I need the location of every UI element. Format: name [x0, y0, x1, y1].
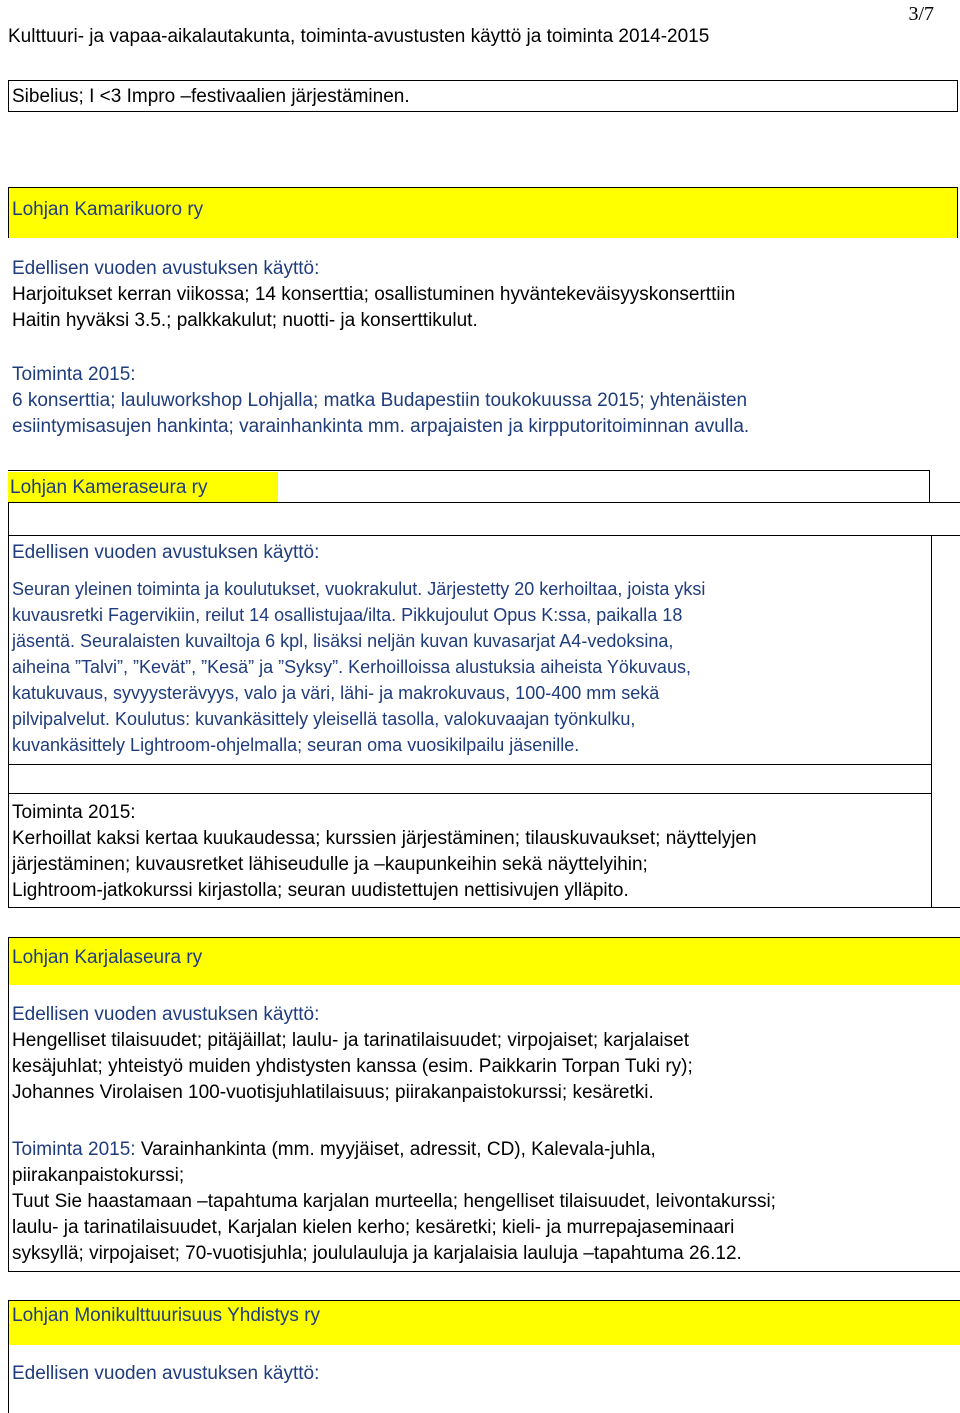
paragraph-line: Varainhankinta (mm. myyjäiset, adressit, CD), Kalevala-juhla,: [135, 1139, 656, 1160]
prev-year-label: Edellisen vuoden avustuksen käyttö:: [12, 1363, 320, 1384]
paragraph-line: Lightroom-jatkokurssi kirjastolla; seuran uudistettujen nettisivujen ylläpito.: [12, 880, 629, 901]
prev-year-label: Edellisen vuoden avustuksen käyttö:: [12, 258, 320, 279]
paragraph-line: Hengelliset tilaisuudet; pitäjäillat; laulu- ja tarinatilaisuudet; virpojaiset; karjalaiset: [12, 1030, 689, 1051]
paragraph-line: syksyllä; virpojaiset; 70-vuotisjuhla; joululauluja ja karjalaisia lauluja –tapahtuma 26.12.: [12, 1243, 742, 1264]
prev-year-label: Edellisen vuoden avustuksen käyttö:: [12, 542, 320, 563]
divider: [932, 907, 960, 908]
page-number: 3/7: [908, 3, 934, 25]
org-name-kameraseura: Lohjan Kameraseura ry: [10, 477, 208, 498]
paragraph-line: järjestäminen; kuvausretket lähiseudulle ja –kaupunkeihin sekä näyttelyihin;: [12, 854, 648, 875]
divider: [8, 470, 930, 471]
activity-label: Toiminta 2015: [12, 802, 131, 823]
paragraph-line: Seuran yleinen toiminta ja koulutukset, vuokrakulut. Järjestetty 20 kerhoiltaa, joista yksi: [12, 579, 706, 599]
blank-row: [8, 502, 960, 536]
divider: [957, 80, 958, 112]
paragraph-line: pilvipalvelut. Koulutus: kuvankäsittely yleisellä tasolla, valokuvaajan työnkulku,: [12, 709, 636, 729]
paragraph-line: kuvausretki Fagervikiin, reilut 14 osallistujaa/ilta. Pikkujoulut Opus K:ssa, paikalla 18: [12, 605, 683, 625]
activity-label: Toiminta 2015:: [12, 1139, 136, 1160]
paragraph-line: Kerhoillat kaksi kertaa kuukaudessa; kurssien järjestäminen; tilauskuvaukset; näyttelyjen: [12, 828, 757, 849]
org-name-karjalaseura: Lohjan Karjalaseura ry: [12, 947, 203, 968]
paragraph-line: kuvankäsittely Lightroom-ohjelmalla; seuran oma vuosikilpailu jäsenille.: [12, 735, 580, 755]
org-name-monikulttuurisuus: Lohjan Monikulttuurisuus Yhdistys ry: [12, 1305, 321, 1326]
paragraph-line: 6 konserttia; lauluworkshop Lohjalla; matka Budapestiin toukokuussa 2015; yhtenäisten: [12, 390, 748, 411]
activity-label: Toiminta 2015:: [12, 364, 136, 385]
continuation-text: Sibelius; I <3 Impro –festivaalien järjestäminen.: [12, 86, 410, 107]
blank-row: [8, 764, 932, 794]
paragraph-line: Haitin hyväksi 3.5.; palkkakulut; nuotti- ja konserttikulut.: [12, 310, 478, 331]
paragraph-line: piirakanpaistokurssi;: [12, 1165, 185, 1186]
paragraph-line: Johannes Virolaisen 100-vuotisjuhlatilaisuus; piirakanpaistokurssi; kesäretki.: [12, 1082, 654, 1103]
paragraph-line: katukuvaus, syvyysterävyys, valo ja väri, lähi- ja makrokuvaus, 100-400 mm sekä: [12, 683, 660, 703]
paragraph-line: Tuut Sie haastamaan –tapahtuma karjalan murteella; hengelliset tilaisuudet, leivontakurssi;: [12, 1191, 776, 1212]
activity-label-colon: :: [130, 802, 136, 823]
paragraph-line: aiheina ”Talvi”, ”Kevät”, ”Kesä” ja ”Syksy”. Kerhoilloissa alustuksia aiheista Yökuvaus,: [12, 657, 691, 677]
document-header: Kulttuuri- ja vapaa-aikalautakunta, toiminta-avustusten käyttö ja toiminta 2014-2015: [8, 26, 710, 47]
paragraph-line: Harjoitukset kerran viikossa; 14 konserttia; osallistuminen hyväntekeväisyyskonserttiin: [12, 284, 736, 305]
divider: [929, 470, 930, 502]
divider: [8, 80, 958, 81]
paragraph-line: laulu- ja tarinatilaisuudet, Karjalan kielen kerho; kesäretki; kieli- ja murrepajaseminaari: [12, 1217, 735, 1238]
divider: [8, 111, 958, 112]
prev-year-label: Edellisen vuoden avustuksen käyttö:: [12, 1004, 320, 1025]
paragraph-line: jäsentä. Seuralaisten kuvailtoja 6 kpl, lisäksi neljän kuvan kuvasarjat A4-vedoksina,: [12, 631, 674, 651]
paragraph-line: kesäjuhlat; yhteistyö muiden yhdistysten kanssa (esim. Paikkarin Torpan Tuki ry);: [12, 1056, 693, 1077]
org-name-kamarikuoro: Lohjan Kamarikuoro ry: [12, 199, 204, 220]
divider: [8, 80, 9, 112]
paragraph-line: esiintymisasujen hankinta; varainhankinta mm. arpajaisten ja kirpputoritoiminnan avulla.: [12, 416, 750, 437]
